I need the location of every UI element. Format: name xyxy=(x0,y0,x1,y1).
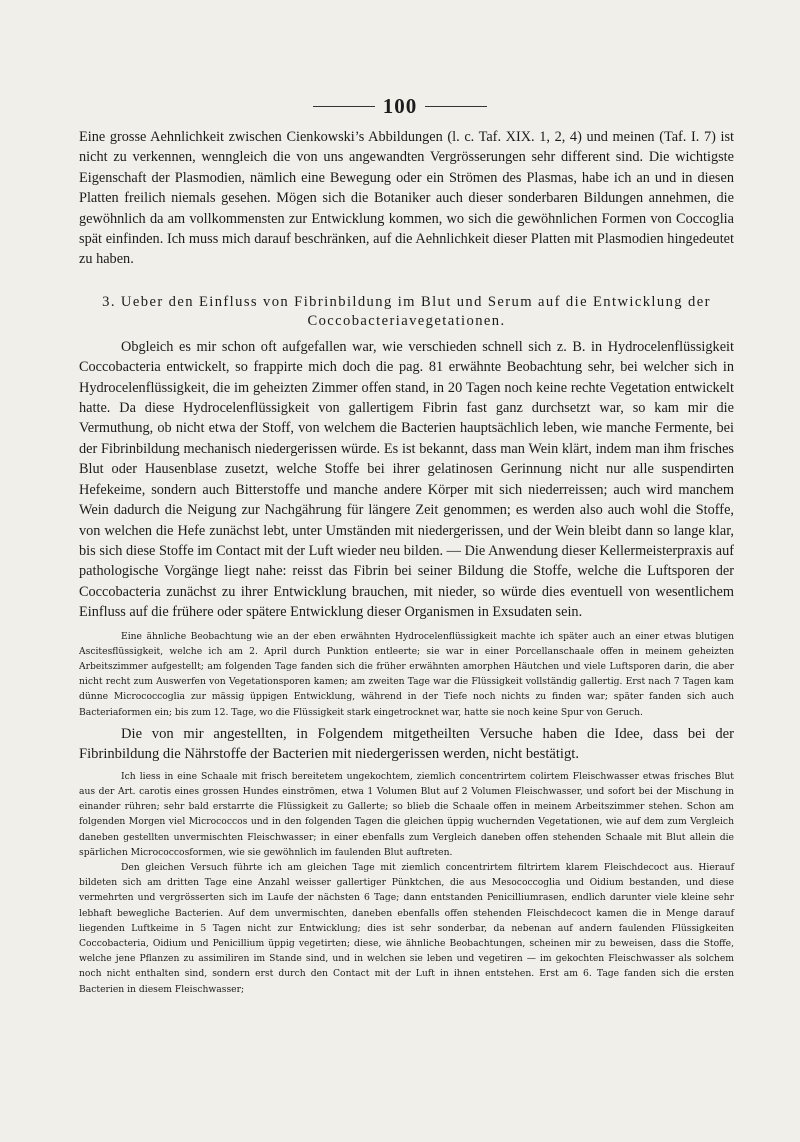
page-content xyxy=(79,127,734,997)
section-heading: 3. Ueber den Einfluss von Fibrinbildung im Blut und Serum auf die Entwicklung der Coccobacteriavegetationen. xyxy=(102,293,711,329)
header-rule-right xyxy=(425,106,487,107)
note-experiment-decoct: Den gleichen Versuch führte ich am gleichen Tage mit ziemlich concentrirtem filtrirtem klarem Fleischdecoct aus. Hierauf bildeten sich am dritten Tage eine Anzahl weisser gallertiger Pünktchen, die aus Mesococcoglia und Oidium bestanden, und diese vermehrten und vergrösserten sich im Laufe der nächsten 6 Tage; dann entstanden Penicilliumrasen, endlich darunter viele kleine sehr lebhaft bewegliche Bacterien. Auf dem unvermischten, daneben ebenfalls offen stehenden Fleischdecoct kamen die in Menge darauf liegenden Luftkeime in 5 Tagen nicht zur Entwicklung; dies ist sehr sonderbar, da nebenan auf andern faulenden Flüssigkeiten Coccobacteria, Oidium und Penicillium üppig vegetirten; diese, wie ähnliche Beobachtungen, scheinen mir zu beweisen, dass die Stoffe, welche jene Pflanzen zu assimiliren im Stande sind, und in welchen sie leben und vegetiren — im gekochten Fleischwasser als solchem noch nicht enthalten sind, sondern erst durch den Contact mit der Luft in ihnen entstehen. Erst am 6. Tage fanden sich die ersten Bacterien in diesem Fleischwasser; xyxy=(79,861,734,995)
header-rule-left xyxy=(313,106,375,107)
paragraph-plasmodien: Eine grosse Aehnlichkeit zwischen Cienkowski’s Abbildungen (l. c. Taf. XIX. 1, 2, 4) und meinen (Taf. I. 7) ist nicht zu verkennen, wenngleich die von uns angewandten Vergrösserungen sehr different sind. Die wichtigste Eigenschaft der Plasmodien, nämlich eine Bewegung oder ein Strömen des Plasmas, habe ich an und in diesen Platten freilich niemals gesehen. Mögen sich die Botaniker auch dieser sonderbaren Bildungen annehmen, die gewöhnlich da am vollkommensten zur Entwicklung kommen, wo sich die gewöhnlichen Formen von Coccoglia spät einfinden. Ich muss mich darauf beschränken, auf die Aehnlichkeit dieser Platten mit Plasmodien hingedeutet zu haben. xyxy=(79,129,734,268)
paragraph-fibrin: Obgleich es mir schon oft aufgefallen war, wie verschieden schnell sich z. B. in Hydrocelenflüssigkeit Coccobacteria entwickelt, so frappirte mich doch die pag. 81 erwähnte Beobachtung sehr, bei welcher sich in Hydrocelenflüssigkeit, die im geheizten Zimmer offen stand, in 20 Tagen noch keine rechte Vegetation entwickelt hatte. Da diese Hydrocelenflüssigkeit von gallertigem Fibrin fast ganz durchsetzt war, so kam mir die Vermuthung, ob nicht etwa der Stoff, von welchem die Bacterien hauptsächlich leben, wie manche Fermente, bei der Fibrinbildung mechanisch niedergerissen würde. Es ist bekannt, dass man Wein klärt, indem man ihm frisches Blut oder Hausenblase zusetzt, welche Stoffe bei ihrer gelatinosen Gerinnung nicht nur alle suspendirten Hefekeime, sondern auch Bitterstoffe und manche andere Körper mit sich niederreissen; auch wird manchem Wein dadurch die Neigung zur Nachgährung für längere Zeit genommen; es werden also auch wohl die Stoffe, von welchen die Hefe zunächst lebt, unter Umständen mit niedergerissen, und der Wein bleibt dann so lange klar, bis sich diese Stoffe im Contact mit der Luft wieder neu bilden. — Die Anwendung dieser Kellermeisterpraxis auf pathologische Vorgänge liegt nahe: reisst das Fibrin bei seiner Bildung die Stoffe, welche die Luftsporen der Coccobacteria zunächst zu ihrer Entwicklung brauchen, mit nieder, so würde dies eventuell von wesentlichem Einfluss auf die frühere oder spätere Entwicklung dieser Organismen in Exsudaten sein. xyxy=(79,338,734,621)
page-number: 100 xyxy=(382,94,418,118)
note-experiment-blood: Ich liess in eine Schaale mit frisch bereitetem ungekochtem, ziemlich concentrirtem colirtem Fleischwasser etwas frisches Blut aus der Art. carotis eines grossen Hundes einströmen, etwa 1 Volumen Blut auf 2 Volumen Fleischwasser, und sofort bei der Mischung in einander rühren; sehr bald erstarrte die Flüssigkeit zu Gallerte; so blieb die Schaale offen in meinem Arbeitszimmer stehen. Schon am folgenden Morgen viel Micrococcos und in den folgenden Tagen die gleichen üppig wuchernden Vegetationen, wie auf dem zum Vergleich daneben gestellten unvermischten Fleischwasser; in einer ebenfalls zum Vergleich daneben offen stehenden Schaale mit Blut allein die spärlichen Micrococcosformen, wie sie gewöhnlich im faulenden Blut auftreten. xyxy=(79,770,734,858)
paragraph-versuche: Die von mir angestellten, in Folgendem mitgetheilten Versuche haben die Idee, dass bei der Fibrinbildung die Nährstoffe der Bacterien mit niedergerissen werden, nicht bestätigt. xyxy=(79,725,734,762)
page-header xyxy=(0,94,800,119)
note-ascites: Eine ähnliche Beobachtung wie an der eben erwähnten Hydrocelenflüssigkeit machte ich später auch an einer etwas blutigen Ascitesflüssigkeit, welche ich am 2. April durch Punktion entleerte; sie war in einer Porcellanschaale offen in meinem geheizten Arbeitszimmer aufgestellt; am folgenden Tage fanden sich die früher erwähnten amorphen Häutchen und viele Luftsporen darin, die aber nicht recht zum Auswerfen von Vegetationsporen kamen; am zweiten Tage war die Flüssigkeit vollständig gallertig. Erst nach 7 Tagen kam dünne Micrococcoglia zur mässig üppigen Entwicklung, während in der Tiefe noch nichts zu finden war; später fanden sich auch Bacteriaformen ein; bis zum 12. Tage, wo die Flüssigkeit stark eingetrocknet war, hatte sie noch keine Spur von Geruch. xyxy=(79,630,734,718)
